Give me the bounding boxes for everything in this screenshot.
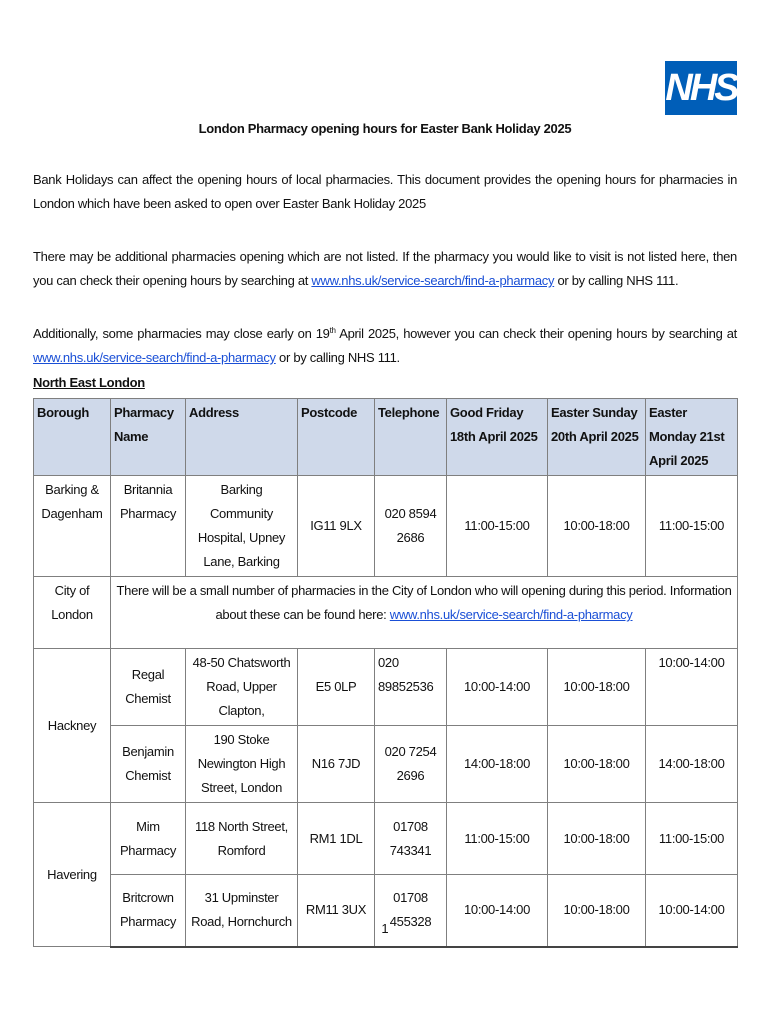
telephone-cell: 01708 455328 <box>375 875 447 947</box>
good-friday-cell: 11:00-15:00 <box>447 476 548 577</box>
document-title: London Pharmacy opening hours for Easter Bank Holiday 2025 <box>198 121 572 136</box>
header-postcode: Postcode <box>298 399 375 476</box>
table-row <box>34 726 738 803</box>
postcode-cell: RM11 3UX <box>298 875 375 947</box>
region-heading: North East London <box>33 375 145 390</box>
address-cell: Barking Community Hospital, Upney Lane, Barking <box>186 476 298 577</box>
postcode-cell: N16 7JD <box>298 726 375 803</box>
good-friday-cell: 11:00-15:00 <box>447 803 548 875</box>
p3-text-before: Additionally, some pharmacies may close early on 19 <box>33 326 330 341</box>
p2-text-after: or by calling NHS 111. <box>554 273 679 288</box>
header-telephone: Telephone <box>375 399 447 476</box>
good-friday-cell: 10:00-14:00 <box>447 875 548 947</box>
address-cell: 48-50 Chatsworth Road, Upper Clapton, <box>186 649 298 726</box>
borough-cell: Hackney <box>34 649 111 803</box>
pharmacy-cell: Britannia Pharmacy <box>111 476 186 577</box>
p3-text-after: or by calling NHS 111. <box>275 350 400 365</box>
notice-text: There will be a small number of pharmacies in the City of London who will opening during this period. Information about these can be found here: <box>116 583 732 622</box>
header-easter-sunday: Easter Sunday 20th April 2025 <box>548 399 646 476</box>
pharmacy-cell: Mim Pharmacy <box>111 803 186 875</box>
nhs-logo: NHS <box>665 61 737 115</box>
find-pharmacy-link[interactable]: www.nhs.uk/service-search/find-a-pharmacy <box>311 273 555 288</box>
easter-monday-cell: 11:00-15:00 <box>646 803 738 875</box>
good-friday-cell: 14:00-18:00 <box>447 726 548 803</box>
easter-sunday-cell: 10:00-18:00 <box>548 803 646 875</box>
table-header-row <box>34 399 738 476</box>
p2-text-before: There may be additional pharmacies opening which are not listed. If the pharmacy you would like to visit is not listed here, then you can check their opening hours by searching at <box>33 249 737 288</box>
find-pharmacy-link-2[interactable]: www.nhs.uk/service-search/find-a-pharmacy <box>33 350 276 365</box>
postcode-cell: RM1 1DL <box>298 803 375 875</box>
easter-sunday-cell: 10:00-18:00 <box>548 476 646 577</box>
header-borough: Borough <box>34 399 111 476</box>
good-friday-cell: 10:00-14:00 <box>447 649 548 726</box>
early-closing-paragraph <box>33 322 737 370</box>
header-pharmacy-name: Pharmacy Name <box>111 399 186 476</box>
table-row <box>34 476 738 577</box>
borough-cell: Barking & Dagenham <box>34 476 111 577</box>
easter-monday-cell: 14:00-18:00 <box>646 726 738 803</box>
address-cell: 118 North Street, Romford <box>186 803 298 875</box>
address-cell: 190 Stoke Newington High Street, London <box>186 726 298 803</box>
intro-paragraph <box>33 168 737 216</box>
easter-monday-cell: 10:00-14:00 <box>646 875 738 947</box>
easter-monday-cell: 10:00-14:00 <box>646 649 738 726</box>
borough-cell: Havering <box>34 803 111 947</box>
city-of-london-notice <box>111 577 738 649</box>
pharmacy-cell: Benjamin Chemist <box>111 726 186 803</box>
postcode-cell: IG11 9LX <box>298 476 375 577</box>
header-address: Address <box>186 399 298 476</box>
easter-sunday-cell: 10:00-18:00 <box>548 649 646 726</box>
table-row <box>34 649 738 726</box>
easter-monday-cell: 11:00-15:00 <box>646 476 738 577</box>
telephone-cell: 020 7254 2696 <box>375 726 447 803</box>
city-of-london-link[interactable]: www.nhs.uk/service-search/find-a-pharmacy <box>389 607 633 622</box>
header-good-friday: Good Friday 18th April 2025 <box>447 399 548 476</box>
page-number: 1 <box>381 921 389 936</box>
address-cell: 31 Upminster Road, Hornchurch <box>186 875 298 947</box>
easter-sunday-cell: 10:00-18:00 <box>548 726 646 803</box>
table-row <box>34 577 738 649</box>
telephone-cell: 020 8594 2686 <box>375 476 447 577</box>
easter-sunday-cell: 10:00-18:00 <box>548 875 646 947</box>
ordinal-superscript: th <box>329 326 336 335</box>
postcode-cell: E5 0LP <box>298 649 375 726</box>
table-row <box>34 803 738 875</box>
additional-pharmacies-paragraph <box>33 245 737 293</box>
header-easter-monday: Easter Monday 21st April 2025 <box>646 399 738 476</box>
pharmacy-cell: Britcrown Pharmacy <box>111 875 186 947</box>
pharmacy-hours-table <box>33 398 738 948</box>
p3-text-middle: April 2025, however you can check their opening hours by searching at <box>335 326 737 341</box>
intro-text: Bank Holidays can affect the opening hours of local pharmacies. This document provides the opening hours for pharmacies in London which have been asked to open over Easter Bank Holiday 2025 <box>33 172 737 211</box>
telephone-cell: 01708 743341 <box>375 803 447 875</box>
telephone-cell: 020 89852536 <box>375 649 447 726</box>
pharmacy-cell: Regal Chemist <box>111 649 186 726</box>
borough-cell: City of London <box>34 577 111 649</box>
